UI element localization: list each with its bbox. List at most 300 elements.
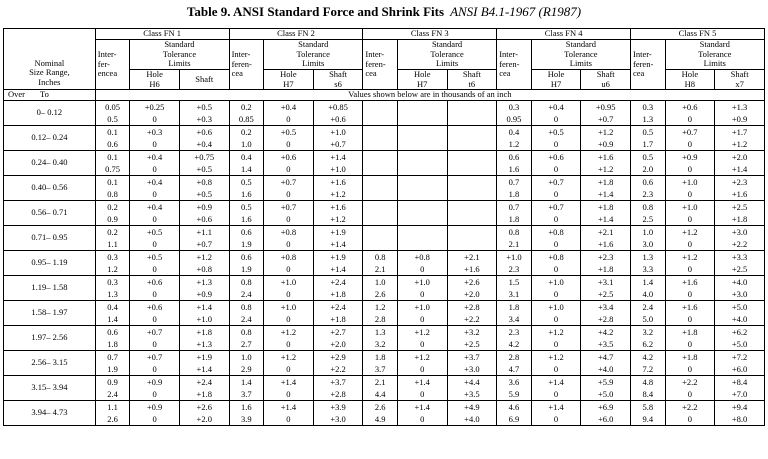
nominal-size-header: Nominal Size Range, Inches	[4, 29, 96, 90]
upper-value: +0.75	[194, 152, 215, 162]
lower-value: 3.2	[374, 339, 386, 349]
upper-value	[365, 226, 395, 238]
lower-value: 0	[687, 214, 692, 224]
upper-value: 1.4	[241, 377, 252, 387]
lower-value	[400, 113, 445, 125]
lower-value: 1.0	[241, 139, 252, 149]
upper-value: +1.2	[682, 252, 698, 262]
upper-value: +2.5	[731, 202, 748, 212]
lower-value: +1.4	[196, 364, 212, 374]
lower-value: 0	[152, 314, 157, 324]
lower-value: 0	[687, 314, 692, 324]
value-cell	[264, 151, 314, 176]
value-cell	[531, 351, 581, 376]
value-cell	[179, 251, 229, 276]
upper-value: 0.1	[107, 127, 118, 137]
upper-value: +0.7	[682, 127, 698, 137]
lower-value: 1.8	[508, 214, 520, 224]
lower-value: 0	[553, 164, 559, 174]
upper-value: 0.1	[107, 177, 118, 187]
lower-value: 0.6	[107, 139, 118, 149]
value-cell	[715, 201, 765, 226]
value-cell	[264, 401, 314, 426]
value-cell	[631, 176, 666, 201]
value-cell	[665, 351, 715, 376]
lower-value: +1.2	[731, 139, 748, 149]
value-cell	[95, 401, 130, 426]
value-cell	[179, 126, 229, 151]
header-row-over-to	[4, 90, 765, 101]
upper-value: 1.1	[107, 402, 118, 412]
upper-value	[400, 201, 445, 213]
upper-value: 4.2	[642, 352, 654, 362]
upper-value	[365, 151, 395, 163]
lower-value: 0	[553, 139, 559, 149]
lower-value: 0	[152, 264, 157, 274]
lower-value: +0.3	[196, 114, 212, 124]
lower-value: 0	[687, 139, 692, 149]
value-cell	[229, 301, 264, 326]
upper-value: 1.3	[374, 327, 386, 337]
lower-value: 0	[152, 214, 157, 224]
size-range-cell: 3.15– 3.94	[4, 376, 96, 401]
upper-value: +0.8	[414, 252, 430, 262]
value-cell	[715, 126, 765, 151]
upper-value	[365, 101, 395, 113]
lower-value: +2.2	[330, 364, 346, 374]
upper-value: 0.2	[107, 227, 118, 237]
value-cell	[531, 276, 581, 301]
upper-value: +1.9	[330, 252, 346, 262]
upper-value: +0.25	[144, 102, 165, 112]
interference-header-fn4: Inter- feren- cea	[497, 40, 532, 90]
class-fn3-header: Class FN 3	[363, 29, 497, 40]
upper-value: +1.2	[414, 327, 430, 337]
upper-value: +2.6	[464, 277, 480, 287]
lower-value: +1.6	[731, 189, 748, 199]
upper-value: 0.7	[107, 352, 118, 362]
upper-value: +3.9	[330, 402, 346, 412]
lower-value: 0.5	[107, 114, 118, 124]
value-cell	[497, 176, 532, 201]
lower-value: 2.1	[374, 264, 386, 274]
shaft-header-fn2: Shaft s6	[313, 70, 363, 90]
value-cell	[363, 201, 398, 226]
value-cell	[130, 251, 180, 276]
lower-value: 2.0	[642, 164, 654, 174]
shaft-header-fn1: Shaft	[179, 70, 229, 90]
upper-value: +0.6	[682, 102, 698, 112]
lower-value: 1.9	[107, 364, 118, 374]
upper-value: 4.6	[508, 402, 520, 412]
value-cell	[313, 201, 363, 226]
value-cell	[397, 401, 447, 426]
upper-value: +1.4	[548, 377, 564, 387]
lower-value: 0	[152, 114, 157, 124]
upper-value: +2.6	[196, 402, 212, 412]
upper-value: 0.6	[642, 177, 654, 187]
value-cell	[447, 251, 497, 276]
lower-value: 0	[687, 264, 692, 274]
value-cell	[95, 151, 130, 176]
lower-value: 3.3	[642, 264, 654, 274]
upper-value: 0.6	[107, 327, 118, 337]
lower-value: 0	[687, 364, 692, 374]
lower-value	[450, 113, 495, 125]
upper-value: +3.1	[597, 277, 614, 287]
lower-value: 0	[687, 114, 692, 124]
value-cell	[497, 376, 532, 401]
tolerance-limits-header-fn5: Standard Tolerance Limits	[665, 40, 764, 70]
upper-value: 1.4	[642, 277, 654, 287]
value-cell	[581, 176, 631, 201]
upper-value: +0.9	[196, 202, 212, 212]
upper-value: +0.8	[280, 227, 297, 237]
upper-value: 0.6	[241, 227, 252, 237]
upper-value: 1.3	[642, 252, 654, 262]
upper-value	[400, 126, 445, 138]
hole-header-fn4: Hole H7	[531, 70, 581, 90]
interference-header-fn2: Inter- feren- cea	[229, 40, 264, 90]
upper-value: 2.1	[374, 377, 386, 387]
value-cell	[229, 376, 264, 401]
lower-value: 0	[152, 339, 157, 349]
lower-value: 0	[687, 389, 692, 399]
lower-value: 0	[286, 214, 291, 224]
lower-value: +0.9	[196, 289, 212, 299]
upper-value: +0.7	[146, 327, 163, 337]
upper-value: +2.2	[682, 402, 698, 412]
upper-value: +2.8	[464, 302, 480, 312]
value-cell	[95, 176, 130, 201]
lower-value: 0.95	[506, 114, 522, 124]
lower-value: +0.5	[196, 189, 212, 199]
lower-value: 0	[286, 139, 291, 149]
value-cell	[665, 251, 715, 276]
value-cell	[715, 301, 765, 326]
value-cell	[631, 351, 666, 376]
lower-value: +2.0	[330, 339, 346, 349]
lower-value: 8.4	[642, 389, 654, 399]
lower-value: 3.1	[508, 289, 520, 299]
upper-value: +4.2	[597, 327, 614, 337]
value-cell	[497, 101, 532, 126]
value-cell	[631, 101, 666, 126]
header-row-tolerance	[4, 40, 765, 70]
lower-value	[400, 138, 445, 150]
value-cell	[631, 126, 666, 151]
lower-value: +6.0	[597, 414, 614, 424]
upper-value	[365, 176, 395, 188]
lower-value: 0	[420, 414, 425, 424]
upper-value: 3.6	[508, 377, 520, 387]
upper-value: 0.5	[642, 127, 654, 137]
upper-value: +3.7	[464, 352, 480, 362]
lower-value: 5.0	[642, 314, 654, 324]
value-cell	[665, 276, 715, 301]
upper-value: +2.0	[731, 152, 748, 162]
upper-value: +2.1	[464, 252, 480, 262]
lower-value	[365, 238, 395, 250]
upper-value: +2.3	[597, 252, 614, 262]
upper-value: +1.4	[548, 402, 564, 412]
lower-value: 0	[553, 339, 559, 349]
value-cell	[581, 151, 631, 176]
value-cell	[229, 251, 264, 276]
upper-value: +4.4	[464, 377, 480, 387]
value-cell	[264, 226, 314, 251]
value-cell	[497, 251, 532, 276]
size-range-cell: 0.95– 1.19	[4, 251, 96, 276]
lower-value: 0	[152, 289, 157, 299]
lower-value: 3.7	[374, 364, 386, 374]
lower-value: 6.2	[642, 339, 654, 349]
upper-value	[450, 176, 495, 188]
value-cell	[130, 101, 180, 126]
upper-value: 0.2	[241, 127, 252, 137]
upper-value: +1.0	[414, 277, 430, 287]
value-cell	[581, 326, 631, 351]
upper-value: +1.4	[414, 402, 430, 412]
value-cell	[581, 226, 631, 251]
upper-value: +0.6	[548, 152, 564, 162]
upper-value: +4.9	[464, 402, 480, 412]
value-cell	[581, 251, 631, 276]
lower-value: 2.4	[241, 314, 252, 324]
upper-value: +0.4	[146, 152, 163, 162]
value-cell	[229, 201, 264, 226]
upper-value: +2.1	[597, 227, 614, 237]
value-cell	[264, 251, 314, 276]
lower-value: +6.0	[731, 364, 748, 374]
upper-value: 0.3	[642, 102, 654, 112]
upper-value: 2.3	[508, 327, 520, 337]
lower-value: +2.8	[597, 314, 614, 324]
lower-value: 1.6	[508, 164, 520, 174]
value-cell	[531, 251, 581, 276]
value-cell	[264, 276, 314, 301]
lower-value: 4.2	[508, 339, 520, 349]
lower-value: 1.9	[241, 239, 252, 249]
size-range-cell: 2.56– 3.15	[4, 351, 96, 376]
lower-value: 2.5	[642, 214, 654, 224]
value-cell	[179, 351, 229, 376]
lower-value: 0	[152, 389, 157, 399]
value-cell	[95, 301, 130, 326]
upper-value: +1.0	[414, 302, 430, 312]
lower-value: 0	[687, 289, 692, 299]
size-range-cell: 3.94– 4.73	[4, 401, 96, 426]
lower-value: 4.0	[642, 289, 654, 299]
lower-value	[450, 163, 495, 175]
upper-value: +0.4	[146, 177, 163, 187]
value-cell	[581, 126, 631, 151]
lower-value: 1.6	[241, 189, 252, 199]
upper-value: 3.2	[642, 327, 654, 337]
value-cell	[130, 151, 180, 176]
value-cell	[264, 301, 314, 326]
value-cell	[397, 301, 447, 326]
value-cell	[179, 226, 229, 251]
value-cell	[631, 151, 666, 176]
value-cell	[229, 226, 264, 251]
lower-value: 0	[687, 414, 692, 424]
value-cell	[531, 151, 581, 176]
upper-value: +5.9	[597, 377, 614, 387]
value-cell	[447, 151, 497, 176]
value-cell	[631, 276, 666, 301]
value-cell	[397, 126, 447, 151]
lower-value	[400, 163, 445, 175]
value-cell	[363, 176, 398, 201]
lower-value: +1.0	[196, 314, 212, 324]
upper-value: +0.8	[548, 227, 564, 237]
value-cell	[497, 126, 532, 151]
lower-value: +1.3	[196, 339, 212, 349]
upper-value	[400, 101, 445, 113]
value-cell	[665, 151, 715, 176]
lower-value: 0.9	[107, 214, 118, 224]
table-row	[4, 401, 765, 426]
upper-value: 0.7	[508, 202, 520, 212]
lower-value	[365, 113, 395, 125]
value-cell	[363, 276, 398, 301]
table-row	[4, 351, 765, 376]
upper-value: +3.3	[731, 252, 748, 262]
upper-value	[400, 151, 445, 163]
upper-value: +1.2	[548, 352, 564, 362]
upper-value	[450, 201, 495, 213]
lower-value: 0	[687, 164, 692, 174]
upper-value: 1.0	[374, 277, 386, 287]
lower-value: +1.8	[330, 289, 346, 299]
upper-value: 1.5	[508, 277, 520, 287]
hole-header-fn3: Hole H7	[397, 70, 447, 90]
lower-value	[450, 138, 495, 150]
upper-value: 0.4	[241, 152, 252, 162]
upper-value: +0.5	[146, 252, 163, 262]
upper-value: +1.0	[506, 252, 522, 262]
upper-value: +1.4	[280, 377, 297, 387]
value-cell	[179, 201, 229, 226]
upper-value: +2.3	[731, 177, 748, 187]
value-cell	[581, 276, 631, 301]
upper-value: 0.05	[105, 102, 120, 112]
upper-value: +1.6	[330, 177, 346, 187]
interference-header-fn3: Inter- feren- cea	[363, 40, 398, 90]
lower-value: +4.0	[731, 314, 748, 324]
lower-value: 1.1	[107, 239, 118, 249]
lower-value: +1.4	[330, 264, 346, 274]
value-cell	[397, 276, 447, 301]
size-range-cell: 0.24– 0.40	[4, 151, 96, 176]
lower-value: 1.6	[241, 214, 252, 224]
size-range-cell: 0– 0.12	[4, 101, 96, 126]
shaft-header-fn4: Shaft u6	[581, 70, 631, 90]
upper-value: +2.4	[330, 277, 346, 287]
value-cell	[179, 276, 229, 301]
value-cell	[95, 251, 130, 276]
tolerance-limits-header-fn2: Standard Tolerance Limits	[264, 40, 363, 70]
lower-value: 0	[420, 339, 425, 349]
table-title-standard-ref: ANSI B4.1-1967 (R1987)	[450, 4, 582, 19]
upper-value: 0.2	[107, 202, 118, 212]
lower-value: +2.5	[731, 264, 748, 274]
value-cell	[631, 326, 666, 351]
lower-value: +0.7	[196, 239, 212, 249]
lower-value: 1.2	[107, 264, 118, 274]
value-cell	[264, 201, 314, 226]
value-cell	[264, 126, 314, 151]
upper-value: +2.4	[330, 302, 346, 312]
value-cell	[229, 126, 264, 151]
lower-value: +2.5	[464, 339, 480, 349]
upper-value: +0.3	[146, 127, 163, 137]
table-row	[4, 251, 765, 276]
value-cell	[95, 226, 130, 251]
upper-value: +1.7	[731, 127, 748, 137]
lower-value: 2.3	[642, 189, 654, 199]
upper-value: +1.3	[731, 102, 748, 112]
lower-value: 1.7	[642, 139, 654, 149]
upper-value: 5.8	[642, 402, 654, 412]
value-cell	[397, 376, 447, 401]
lower-value: +1.8	[196, 389, 212, 399]
lower-value	[450, 238, 495, 250]
lower-value: 0	[286, 414, 291, 424]
upper-value: +1.4	[196, 302, 212, 312]
lower-value: 3.4	[508, 314, 520, 324]
value-cell	[229, 276, 264, 301]
lower-value: +1.0	[330, 164, 346, 174]
upper-value: +1.6	[597, 152, 614, 162]
upper-value: +0.7	[548, 177, 564, 187]
value-cell	[95, 276, 130, 301]
upper-value: 0.4	[508, 127, 520, 137]
lower-value: +3.0	[464, 364, 480, 374]
lower-value: +7.0	[731, 389, 748, 399]
value-cell	[229, 326, 264, 351]
value-cell	[397, 351, 447, 376]
value-cell	[397, 176, 447, 201]
upper-value: 1.8	[508, 302, 520, 312]
upper-value: +0.5	[548, 127, 564, 137]
value-cell	[95, 326, 130, 351]
value-cell	[631, 201, 666, 226]
size-range-cell: 0.71– 0.95	[4, 226, 96, 251]
upper-value: +1.8	[597, 177, 614, 187]
lower-value: 0	[687, 339, 692, 349]
value-cell	[531, 126, 581, 151]
lower-value: +0.7	[597, 114, 614, 124]
lower-value: +0.9	[731, 114, 748, 124]
lower-value: 2.3	[508, 264, 520, 274]
lower-value: 2.6	[107, 414, 118, 424]
value-cell	[631, 251, 666, 276]
class-fn5-header: Class FN 5	[631, 29, 765, 40]
upper-value	[365, 201, 395, 213]
lower-value: 0	[553, 289, 559, 299]
lower-value: 0	[152, 139, 157, 149]
lower-value: 2.6	[374, 289, 386, 299]
value-cell	[581, 376, 631, 401]
table-row	[4, 276, 765, 301]
value-cell	[497, 401, 532, 426]
upper-value: 0.9	[107, 377, 118, 387]
size-range-cell: 0.12– 0.24	[4, 126, 96, 151]
lower-value: 0	[420, 289, 425, 299]
lower-value: +5.0	[731, 339, 748, 349]
